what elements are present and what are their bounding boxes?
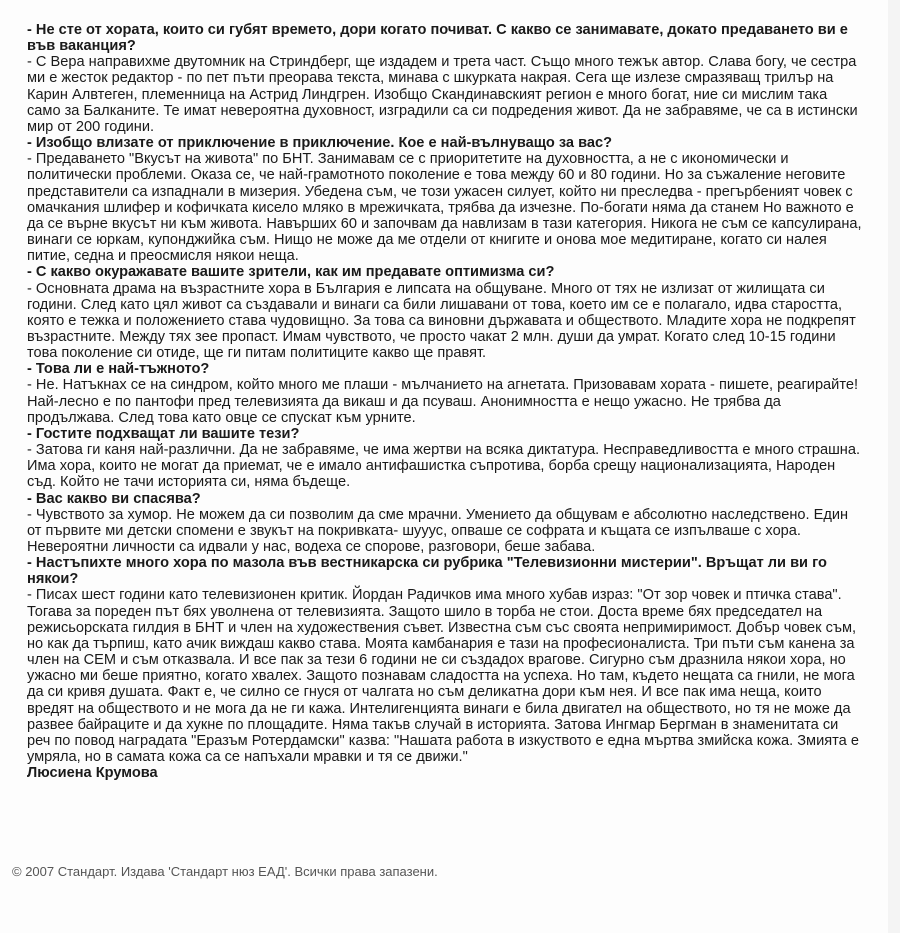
- answer-3: - Основната драма на възрастните хора в България е липсата на общуване. Много от тях не излизат от жилищата си години. След като цял живот са създавали и винаги са били лишавани от това, което им се е полагало, идва старостта, която е тежка и положението става чудовищно. За това са виновни държавата и обществото. Младите хора не подкрепят възрастните. Между тях зее пропаст. Имам чувството, че просто чакат 2 млн. души да умрат. Когато след 10-15 години това поколение си отиде, ще ги питам политиците какво ще правят.: [27, 280, 856, 362]
- question-4: - Това ли е най-тъжното?: [27, 361, 210, 378]
- question-7: - Настъпихте много хора по мазола във вестникарска си рубрика "Телевизионни мистерии". Връщат ли ви го някои?: [27, 555, 827, 588]
- question-2: - Изобщо влизате от приключение в приключение. Кое е най-вълнуващо за вас?: [27, 135, 612, 152]
- answer-4: - Не. Натъкнах се на синдром, който много ме плаши - мълчанието на агнетата. Призовавам хората - пишете, реагирайте! Най-лесно е по пантофи пред телевизията да викаш и да псуваш. Анонимността е нещо ужасно. Не трябва да продължава. След това като овце се спускат към урните.: [27, 377, 859, 426]
- answer-7: - Писах шест години като телевизионен критик. Йордан Радичков има много хубав израз: "От зор човек и птичка става". Тогава за пореден път бях уволнена от телевизията. Защото шило в торба не стои. Доста време бях председател на режисьорската гилдия в БНТ и член на художествения съвет. Известна съм със своята непримиримост. Добър човек съм, но как да търпиш, като ачик виждаш какво става. Моята камбанария е тази на професионалиста. Три пъти съм канена за член на СЕМ и съм отказвала. И все пак за тези 6 години не си създадох врагове. Сигурно съм дразнила някои хора, но ужасно ми беше приятно, когато хвалех. Защото познавам сладостта на успеха. Но там, където нещата са гнили, не мога да си кривя душата. Факт е, че силно се гнуся от чалгата но съм деликатна дори към нея. И все пак има неща, които вредят на обществото и не мога да не ги кажа. Интелигенцията винаги е била двигател на обществото, но тя не може да развее байраците и да хукне по площадите. Няма такъв случай в историята. Затова Ингмар Бергман в знаменитата си реч по повод наградата "Еразъм Ротердамски" казва: "Нашата работа в изкуството е една мъртва змийска кожа. Змията е умряла, но в самата кожа са се напъхали мравки и тя се движи.": [27, 587, 859, 766]
- answer-5: - Затова ги каня най-различни. Да не забравяме, че има жертви на всяка диктатура. Несправедливостта е много страшна. Има хора, които не могат да приемат, че е имало антифашистка съпротива, борба срещу национализацията, Народен съд. Който не тачи историята си, няма бъдеще.: [27, 442, 861, 491]
- question-3: - С какво окуражавате вашите зрители, как им предавате оптимизма си?: [27, 264, 555, 281]
- answer-2: - Предаването "Вкусът на живота" по БНТ. Занимавам се с приоритетите на духовността, а не с икономически и политически проблеми. Оказа се, че най-грамотното поколение е това между 60 и 80 години. Но за съжаление неговите представители са изпаднали в мизерия. Убедена съм, че този ужасен силует, който ни преследва - прегърбеният човек с омачкания шлифер и кофичката кисело мляко в мрежичката, трябва да изчезне. По-богати няма да станем Но важното е да се върне вкусът ни към живота. Навърших 60 и започвам да навлизам в тази категория. Никога не съм се капсулирана, винаги се юркам, купонджийка съм. Нищо не може да ме отдели от книгите и онова мое медитиране, когато си налея питие, седна и преосмисля някои неща.: [27, 151, 862, 265]
- question-5: - Гостите подхващат ли вашите тези?: [27, 425, 300, 442]
- question-6: - Вас какво ви спасява?: [27, 490, 201, 507]
- page-edge: [888, 0, 900, 933]
- interview-article: [27, 22, 862, 781]
- copyright-notice: © 2007 Стандарт. Издава 'Стандарт нюз ЕАД'. Всички права запазени.: [12, 864, 438, 879]
- answer-1: - С Вера направихме двутомник на Стриндберг, ще издадем и трета част. Също много тежък автор. Слава богу, че сестра ми е жесток редактор - по пет пъти преорава текста, минава с шкурката накрая. Сега ще излезе смразяващ трилър на Карин Алвтеген, племенница на Астрид Линдгрен. Изобщо Скандинавският регион е много богат, ние си мислим така само за Балканите. Те имат невероятна духовност, изградили са си подредения живот. Да не забравяме, че са в истински мир от 200 години.: [27, 54, 858, 135]
- author-byline: Люсиена Крумова: [27, 765, 158, 782]
- answer-6: - Чувството за хумор. Не можем да си позволим да сме мрачни. Умението да общувам е абсолютно наследствено. Един от първите ми детски спомени е звукът на покривката- шууус, опваше се софрата и къщата се изпълваше с хора. Невероятни личности са идвали у нас, водеха се спорове, разговори, беше забава.: [27, 506, 849, 555]
- question-1: - Не сте от хората, които си губят времето, дори когато почиват. С какво се занимавате, докато предаването ви е във ваканция?: [27, 22, 848, 55]
